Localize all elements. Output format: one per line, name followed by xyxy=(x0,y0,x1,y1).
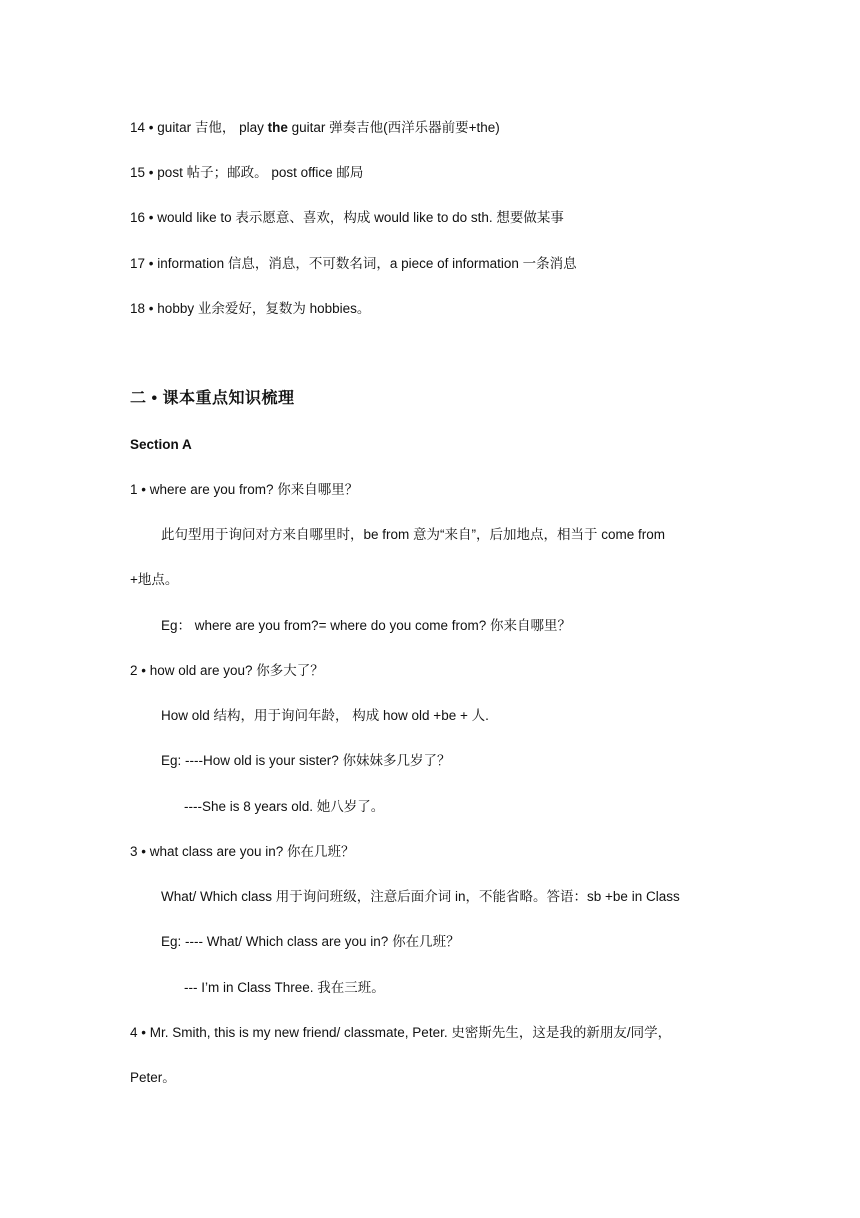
item-number: 14 xyxy=(130,120,146,135)
point-1-explanation: 此句型用于询问对方来自哪里时，be from 意为“来自”，后加地点，相当于 come from xyxy=(161,527,666,542)
vocab-item-14 xyxy=(130,119,500,137)
point-2-example-answer: ----She is 8 years old. 她八岁了。 xyxy=(184,799,385,814)
point-3-explanation: What/ Which class 用于询问班级，注意后面介词 in，不能省略。答语：sb +be in Class xyxy=(161,889,680,904)
vocab-item-16 xyxy=(130,209,564,227)
item-text-cont: guitar 弹奏吉他(西洋乐器前要+the) xyxy=(287,120,500,135)
point-1-explanation-cont: +地点。 xyxy=(130,572,179,587)
bullet: • xyxy=(148,210,154,225)
section-subheading: Section A xyxy=(130,437,192,452)
item-text: hobby 业余爱好，复数为 hobbies。 xyxy=(157,301,371,316)
item-number: 17 xyxy=(130,256,146,271)
bold-word: the xyxy=(267,120,288,135)
bullet: • xyxy=(148,256,154,271)
vocab-item-15 xyxy=(130,164,363,182)
point-2-heading: 2 • how old are you? 你多大了？ xyxy=(130,663,324,678)
vocab-item-18 xyxy=(130,300,370,318)
point-3-heading: 3 • what class are you in? 你在几班？ xyxy=(130,844,355,859)
point-3-example-question: Eg: ---- What/ Which class are you in? 你在几班？ xyxy=(161,934,460,949)
point-2-example-question: Eg: ----How old is your sister? 你妹妹多几岁了？ xyxy=(161,753,451,768)
item-number: 18 xyxy=(130,301,146,316)
point-3-example-answer: --- I’m in Class Three. 我在三班。 xyxy=(184,980,385,995)
section-heading: 二 • 课本重点知识梳理 xyxy=(130,390,295,407)
point-4-heading-cont: Peter。 xyxy=(130,1070,176,1085)
bullet: • xyxy=(148,120,154,135)
item-number: 16 xyxy=(130,210,146,225)
point-4-heading: 4 • Mr. Smith, this is my new friend/ classmate, Peter. 史密斯先生，这是我的新朋友/同学， xyxy=(130,1025,672,1040)
item-text: post 帖子；邮政。 post office 邮局 xyxy=(157,165,364,180)
point-1-heading: 1 • where are you from? 你来自哪里？ xyxy=(130,482,359,497)
bullet: • xyxy=(148,165,154,180)
vocab-item-17 xyxy=(130,255,577,273)
item-number: 15 xyxy=(130,165,146,180)
item-text: information 信息，消息，不可数名词，a piece of information 一条消息 xyxy=(157,256,577,271)
item-text: would like to 表示愿意、喜欢，构成 would like to do sth. 想要做某事 xyxy=(157,210,564,225)
bullet: • xyxy=(148,301,154,316)
point-1-example: Eg： where are you from?= where do you come from? 你来自哪里？ xyxy=(161,618,572,633)
item-text: guitar 吉他， play xyxy=(157,120,268,135)
point-2-explanation: How old 结构，用于询问年龄， 构成 how old +be + 人. xyxy=(161,708,489,723)
